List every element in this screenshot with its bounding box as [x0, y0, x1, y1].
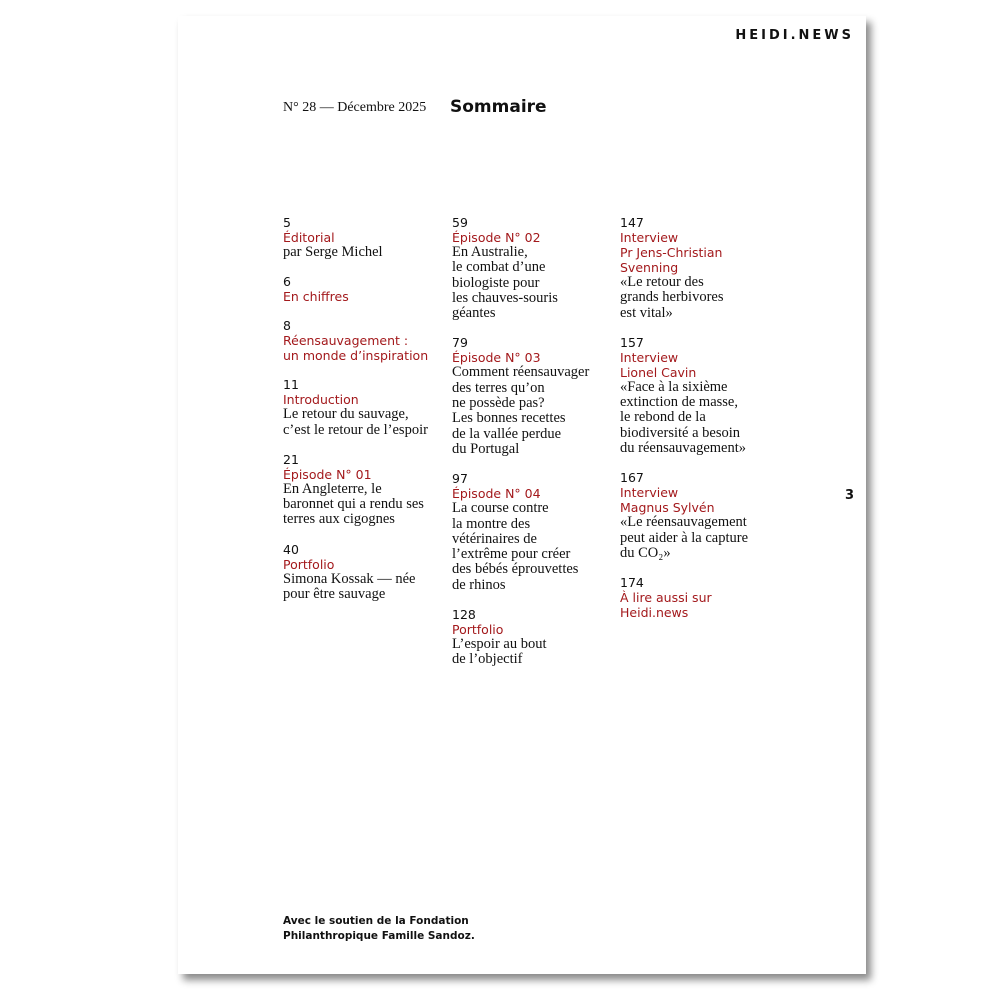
toc-entry[interactable]	[452, 215, 627, 321]
toc-description: Comment réensauvager des terres qu’on ne possède pas? Les bonnes recettes de la vallée perdue du Portugal	[452, 364, 590, 457]
toc-column-1	[283, 215, 458, 616]
issue-info: N° 28 — Décembre 2025	[283, 100, 427, 115]
toc-section-title: Interview Pr Jens-Christian Svenning	[620, 230, 723, 275]
toc-entry[interactable]	[283, 377, 458, 438]
toc-section-title: Épisode N° 03	[452, 350, 541, 366]
toc-section-title: Épisode N° 02	[452, 230, 541, 245]
toc-entry[interactable]	[620, 215, 800, 321]
toc-page-number: 6	[283, 274, 291, 290]
brand-logo: HEIDI.NEWS	[735, 28, 854, 43]
toc-page-number: 5	[283, 215, 291, 230]
magazine-page	[178, 16, 866, 974]
toc-entry[interactable]	[283, 274, 458, 304]
toc-entry[interactable]	[283, 318, 458, 363]
toc-page-number: 174	[620, 575, 644, 591]
toc-description: Le retour du sauvage, c’est le retour de l’espoir	[283, 406, 428, 438]
toc-entry[interactable]	[452, 607, 627, 668]
toc-page-number: 8	[283, 318, 291, 334]
toc-entry[interactable]	[283, 215, 458, 260]
toc-entry[interactable]	[452, 335, 627, 457]
toc-section-title: Portfolio	[283, 556, 335, 572]
toc-entry[interactable]	[452, 471, 627, 593]
sponsor-note: Avec le soutien de la Fondation Philanthropique Famille Sandoz.	[283, 915, 475, 942]
toc-column-2	[452, 215, 627, 682]
toc-section-title: Épisode N° 01	[283, 466, 372, 482]
toc-description: par Serge Michel	[283, 244, 383, 260]
toc-page-number: 59	[452, 215, 468, 230]
toc-description: «Le réensauvagement peut aider à la capture du CO₂»	[620, 514, 749, 561]
page-title: Sommaire	[450, 97, 547, 117]
toc-section-title: Introduction	[283, 392, 359, 408]
toc-page-number: 128	[452, 607, 476, 623]
toc-section-title: Interview Lionel Cavin	[620, 349, 697, 380]
toc-section-title: En chiffres	[283, 289, 349, 305]
toc-entry[interactable]	[283, 452, 458, 528]
toc-page-number: 79	[452, 335, 468, 351]
toc-entry[interactable]	[620, 575, 800, 620]
toc-description: Simona Kossak — née pour être sauvage	[283, 570, 416, 603]
toc-entry[interactable]	[620, 335, 800, 456]
toc-entry[interactable]	[620, 470, 800, 561]
toc-description: «Face à la sixième extinction de masse, le rebond de la biodiversité a besoin du réensauvagement»	[620, 378, 747, 457]
toc-section-title: Réensauvagement : un monde d’inspiration	[283, 333, 429, 364]
toc-section-title: À lire aussi sur Heidi.news	[620, 590, 712, 621]
toc-description: L’espoir au bout de l’objectif	[452, 636, 547, 668]
toc-page-number: 21	[283, 451, 299, 467]
toc-page-number: 147	[620, 215, 644, 230]
toc-section-title: Interview Magnus Sylvén	[620, 485, 715, 516]
toc-entry[interactable]	[283, 542, 458, 603]
toc-description: La course contre la montre des vétérinaires de l’extrême pour créer des bébés éprouvettes de rhinos	[452, 500, 579, 593]
toc-section-title: Épisode N° 04	[452, 486, 541, 502]
toc-section-title: Portfolio	[452, 622, 504, 638]
toc-description: En Angleterre, le baronnet qui a rendu ses terres aux cigognes	[283, 480, 424, 528]
toc-page-number: 97	[452, 471, 468, 487]
toc-description: En Australie, le combat d’une biologiste pour les chauves-souris géantes	[452, 244, 558, 322]
page-number: 3	[844, 488, 854, 503]
toc-section-title: Éditorial	[283, 230, 335, 245]
toc-page-number: 40	[283, 541, 299, 557]
toc-page-number: 11	[283, 377, 299, 393]
toc-column-3	[620, 215, 800, 634]
toc-description: «Le retour des grands herbivores est vital»	[620, 274, 724, 321]
toc-page-number: 157	[620, 334, 644, 350]
toc-page-number: 167	[620, 470, 644, 486]
